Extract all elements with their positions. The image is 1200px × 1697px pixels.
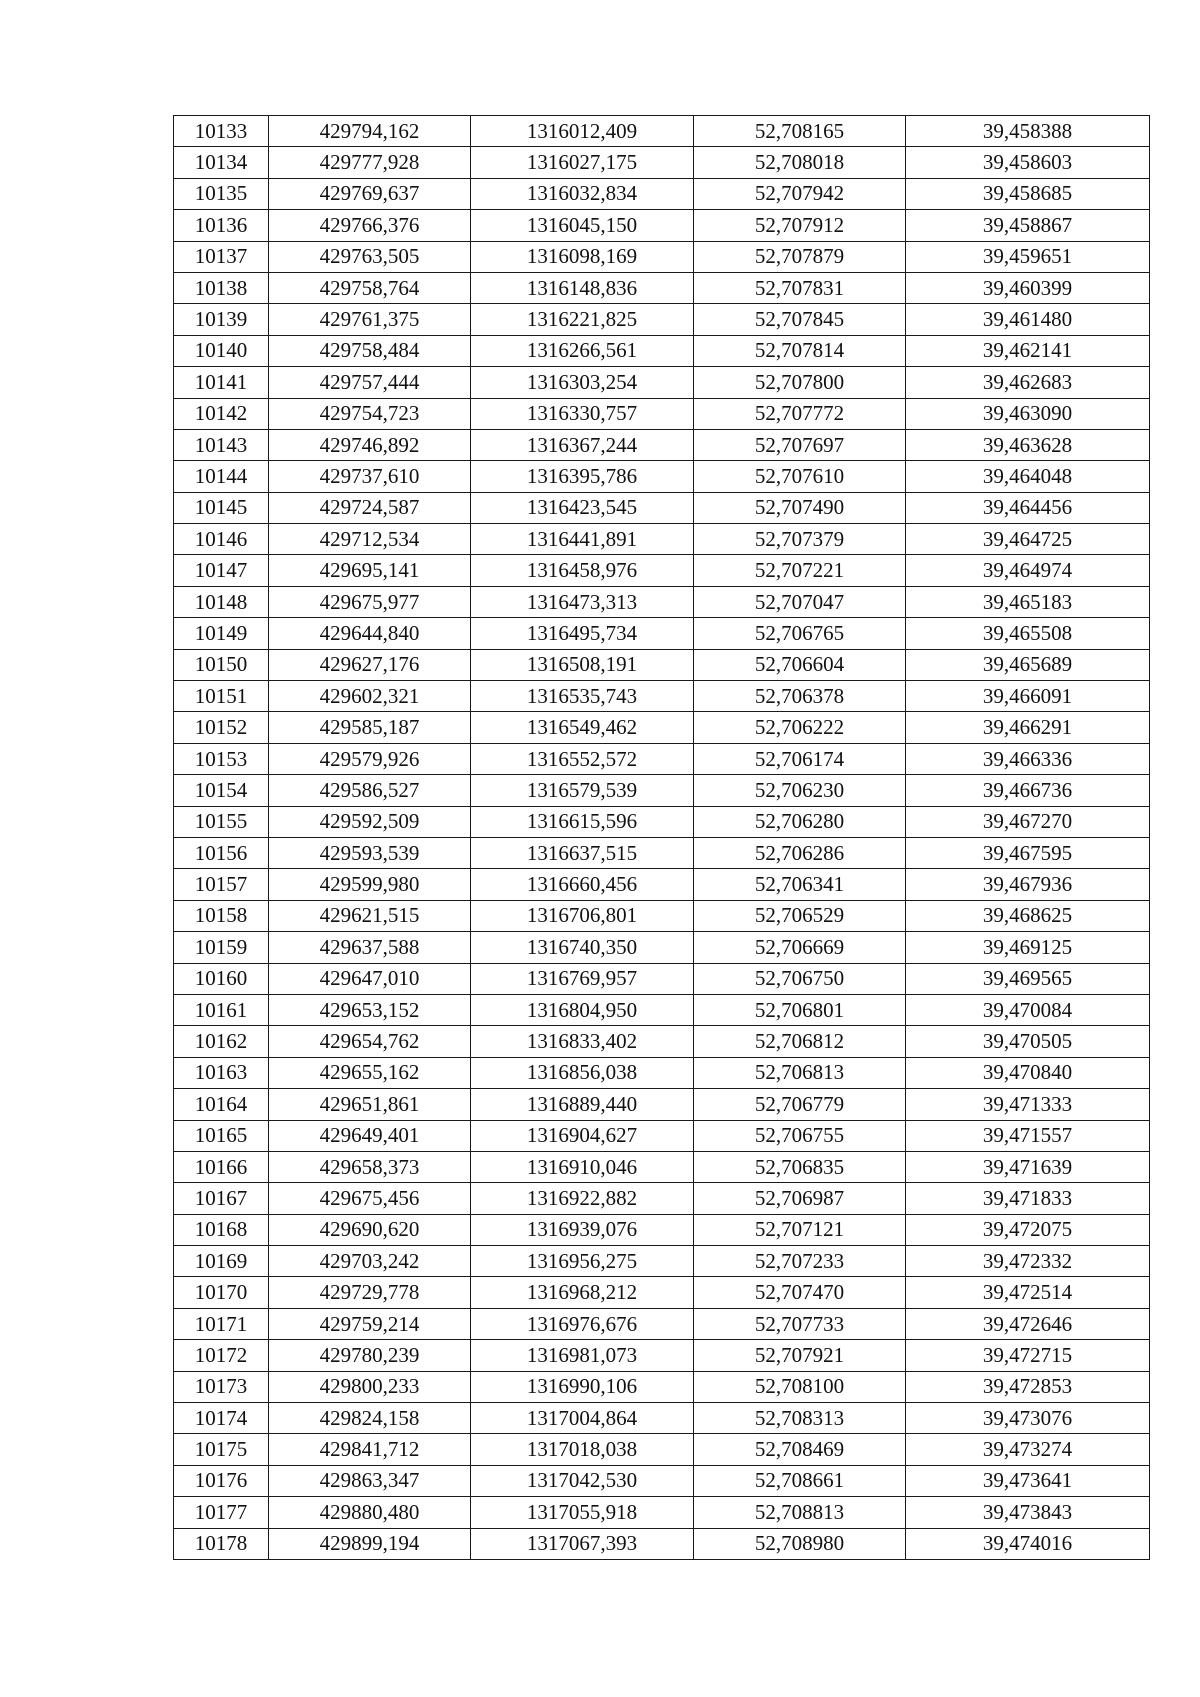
point-number-cell: 10142	[174, 398, 269, 429]
x-coordinate-cell: 429737,610	[269, 461, 471, 492]
latitude-cell: 52,708980	[694, 1528, 906, 1559]
x-coordinate-cell: 429754,723	[269, 398, 471, 429]
table-row	[174, 618, 1150, 649]
y-coordinate-cell: 1316740,350	[471, 932, 694, 963]
latitude-cell: 52,706750	[694, 963, 906, 994]
latitude-cell: 52,708165	[694, 116, 906, 147]
x-coordinate-cell: 429780,239	[269, 1340, 471, 1371]
table-row	[174, 1120, 1150, 1151]
longitude-cell: 39,471639	[906, 1151, 1150, 1182]
longitude-cell: 39,458603	[906, 147, 1150, 178]
longitude-cell: 39,464725	[906, 524, 1150, 555]
x-coordinate-cell: 429758,484	[269, 335, 471, 366]
y-coordinate-cell: 1316367,244	[471, 429, 694, 460]
point-number-cell: 10166	[174, 1151, 269, 1182]
table-row	[174, 524, 1150, 555]
x-coordinate-cell: 429602,321	[269, 681, 471, 712]
longitude-cell: 39,462683	[906, 367, 1150, 398]
point-number-cell: 10144	[174, 461, 269, 492]
y-coordinate-cell: 1316637,515	[471, 837, 694, 868]
x-coordinate-cell: 429621,515	[269, 900, 471, 931]
y-coordinate-cell: 1316804,950	[471, 994, 694, 1025]
latitude-cell: 52,706378	[694, 681, 906, 712]
x-coordinate-cell: 429690,620	[269, 1214, 471, 1245]
longitude-cell: 39,472853	[906, 1371, 1150, 1402]
table-row	[174, 649, 1150, 680]
y-coordinate-cell: 1316579,539	[471, 775, 694, 806]
latitude-cell: 52,708813	[694, 1497, 906, 1528]
point-number-cell: 10151	[174, 681, 269, 712]
latitude-cell: 52,706987	[694, 1183, 906, 1214]
latitude-cell: 52,707831	[694, 272, 906, 303]
latitude-cell: 52,706669	[694, 932, 906, 963]
table-row	[174, 367, 1150, 398]
coordinates-table-body	[174, 116, 1150, 1560]
latitude-cell: 52,706813	[694, 1057, 906, 1088]
y-coordinate-cell: 1316495,734	[471, 618, 694, 649]
point-number-cell: 10174	[174, 1403, 269, 1434]
latitude-cell: 52,706280	[694, 806, 906, 837]
table-row	[174, 1057, 1150, 1088]
table-row	[174, 398, 1150, 429]
point-number-cell: 10173	[174, 1371, 269, 1402]
x-coordinate-cell: 429800,233	[269, 1371, 471, 1402]
y-coordinate-cell: 1317004,864	[471, 1403, 694, 1434]
table-row	[174, 492, 1150, 523]
table-row	[174, 712, 1150, 743]
longitude-cell: 39,472514	[906, 1277, 1150, 1308]
x-coordinate-cell: 429592,509	[269, 806, 471, 837]
y-coordinate-cell: 1316303,254	[471, 367, 694, 398]
x-coordinate-cell: 429627,176	[269, 649, 471, 680]
y-coordinate-cell: 1316904,627	[471, 1120, 694, 1151]
table-row	[174, 272, 1150, 303]
latitude-cell: 52,706174	[694, 743, 906, 774]
point-number-cell: 10149	[174, 618, 269, 649]
table-row	[174, 429, 1150, 460]
point-number-cell: 10137	[174, 241, 269, 272]
x-coordinate-cell: 429653,152	[269, 994, 471, 1025]
latitude-cell: 52,706529	[694, 900, 906, 931]
point-number-cell: 10177	[174, 1497, 269, 1528]
table-row	[174, 1340, 1150, 1371]
longitude-cell: 39,471833	[906, 1183, 1150, 1214]
table-row	[174, 461, 1150, 492]
table-row	[174, 1089, 1150, 1120]
x-coordinate-cell: 429766,376	[269, 210, 471, 241]
x-coordinate-cell: 429746,892	[269, 429, 471, 460]
latitude-cell: 52,708469	[694, 1434, 906, 1465]
latitude-cell: 52,706222	[694, 712, 906, 743]
x-coordinate-cell: 429675,456	[269, 1183, 471, 1214]
point-number-cell: 10163	[174, 1057, 269, 1088]
point-number-cell: 10140	[174, 335, 269, 366]
latitude-cell: 52,708313	[694, 1403, 906, 1434]
y-coordinate-cell: 1316552,572	[471, 743, 694, 774]
latitude-cell: 52,707845	[694, 304, 906, 335]
longitude-cell: 39,470084	[906, 994, 1150, 1025]
table-row	[174, 1371, 1150, 1402]
y-coordinate-cell: 1316045,150	[471, 210, 694, 241]
longitude-cell: 39,466291	[906, 712, 1150, 743]
point-number-cell: 10143	[174, 429, 269, 460]
longitude-cell: 39,460399	[906, 272, 1150, 303]
longitude-cell: 39,467936	[906, 869, 1150, 900]
table-row	[174, 806, 1150, 837]
longitude-cell: 39,474016	[906, 1528, 1150, 1559]
point-number-cell: 10134	[174, 147, 269, 178]
latitude-cell: 52,706835	[694, 1151, 906, 1182]
point-number-cell: 10175	[174, 1434, 269, 1465]
y-coordinate-cell: 1317067,393	[471, 1528, 694, 1559]
x-coordinate-cell: 429654,762	[269, 1026, 471, 1057]
point-number-cell: 10162	[174, 1026, 269, 1057]
y-coordinate-cell: 1316221,825	[471, 304, 694, 335]
y-coordinate-cell: 1316968,212	[471, 1277, 694, 1308]
longitude-cell: 39,467270	[906, 806, 1150, 837]
table-row	[174, 1497, 1150, 1528]
table-row	[174, 555, 1150, 586]
table-row	[174, 335, 1150, 366]
coordinates-table	[173, 115, 1150, 1560]
table-row	[174, 963, 1150, 994]
table-row	[174, 241, 1150, 272]
x-coordinate-cell: 429658,373	[269, 1151, 471, 1182]
point-number-cell: 10161	[174, 994, 269, 1025]
longitude-cell: 39,462141	[906, 335, 1150, 366]
point-number-cell: 10167	[174, 1183, 269, 1214]
latitude-cell: 52,707814	[694, 335, 906, 366]
latitude-cell: 52,706812	[694, 1026, 906, 1057]
longitude-cell: 39,465508	[906, 618, 1150, 649]
point-number-cell: 10156	[174, 837, 269, 868]
point-number-cell: 10171	[174, 1308, 269, 1339]
latitude-cell: 52,707879	[694, 241, 906, 272]
y-coordinate-cell: 1317018,038	[471, 1434, 694, 1465]
longitude-cell: 39,469565	[906, 963, 1150, 994]
table-row	[174, 743, 1150, 774]
point-number-cell: 10170	[174, 1277, 269, 1308]
table-row	[174, 1026, 1150, 1057]
longitude-cell: 39,461480	[906, 304, 1150, 335]
y-coordinate-cell: 1316833,402	[471, 1026, 694, 1057]
latitude-cell: 52,706230	[694, 775, 906, 806]
latitude-cell: 52,706801	[694, 994, 906, 1025]
latitude-cell: 52,707221	[694, 555, 906, 586]
x-coordinate-cell: 429675,977	[269, 586, 471, 617]
point-number-cell: 10148	[174, 586, 269, 617]
y-coordinate-cell: 1316889,440	[471, 1089, 694, 1120]
x-coordinate-cell: 429712,534	[269, 524, 471, 555]
longitude-cell: 39,463628	[906, 429, 1150, 460]
table-row	[174, 994, 1150, 1025]
latitude-cell: 52,707733	[694, 1308, 906, 1339]
longitude-cell: 39,472715	[906, 1340, 1150, 1371]
point-number-cell: 10176	[174, 1465, 269, 1496]
point-number-cell: 10165	[174, 1120, 269, 1151]
y-coordinate-cell: 1316856,038	[471, 1057, 694, 1088]
x-coordinate-cell: 429637,588	[269, 932, 471, 963]
point-number-cell: 10160	[174, 963, 269, 994]
point-number-cell: 10146	[174, 524, 269, 555]
x-coordinate-cell: 429841,712	[269, 1434, 471, 1465]
latitude-cell: 52,706779	[694, 1089, 906, 1120]
y-coordinate-cell: 1316769,957	[471, 963, 694, 994]
y-coordinate-cell: 1317042,530	[471, 1465, 694, 1496]
y-coordinate-cell: 1316458,976	[471, 555, 694, 586]
longitude-cell: 39,458685	[906, 178, 1150, 209]
latitude-cell: 52,707233	[694, 1246, 906, 1277]
y-coordinate-cell: 1316549,462	[471, 712, 694, 743]
point-number-cell: 10138	[174, 272, 269, 303]
point-number-cell: 10164	[174, 1089, 269, 1120]
longitude-cell: 39,466336	[906, 743, 1150, 774]
longitude-cell: 39,466091	[906, 681, 1150, 712]
point-number-cell: 10135	[174, 178, 269, 209]
longitude-cell: 39,464974	[906, 555, 1150, 586]
longitude-cell: 39,459651	[906, 241, 1150, 272]
latitude-cell: 52,707697	[694, 429, 906, 460]
table-row	[174, 1246, 1150, 1277]
table-row	[174, 900, 1150, 931]
y-coordinate-cell: 1316032,834	[471, 178, 694, 209]
latitude-cell: 52,708100	[694, 1371, 906, 1402]
y-coordinate-cell: 1316027,175	[471, 147, 694, 178]
table-row	[174, 586, 1150, 617]
point-number-cell: 10136	[174, 210, 269, 241]
longitude-cell: 39,472075	[906, 1214, 1150, 1245]
x-coordinate-cell: 429724,587	[269, 492, 471, 523]
longitude-cell: 39,472332	[906, 1246, 1150, 1277]
latitude-cell: 52,707047	[694, 586, 906, 617]
x-coordinate-cell: 429593,539	[269, 837, 471, 868]
table-row	[174, 1528, 1150, 1559]
table-row	[174, 869, 1150, 900]
latitude-cell: 52,707800	[694, 367, 906, 398]
point-number-cell: 10154	[174, 775, 269, 806]
longitude-cell: 39,473274	[906, 1434, 1150, 1465]
x-coordinate-cell: 429729,778	[269, 1277, 471, 1308]
longitude-cell: 39,470840	[906, 1057, 1150, 1088]
longitude-cell: 39,469125	[906, 932, 1150, 963]
x-coordinate-cell: 429899,194	[269, 1528, 471, 1559]
point-number-cell: 10145	[174, 492, 269, 523]
y-coordinate-cell: 1316330,757	[471, 398, 694, 429]
y-coordinate-cell: 1316473,313	[471, 586, 694, 617]
longitude-cell: 39,473843	[906, 1497, 1150, 1528]
longitude-cell: 39,465689	[906, 649, 1150, 680]
latitude-cell: 52,706604	[694, 649, 906, 680]
table-row	[174, 1151, 1150, 1182]
latitude-cell: 52,708018	[694, 147, 906, 178]
x-coordinate-cell: 429585,187	[269, 712, 471, 743]
longitude-cell: 39,466736	[906, 775, 1150, 806]
x-coordinate-cell: 429763,505	[269, 241, 471, 272]
table-row	[174, 147, 1150, 178]
y-coordinate-cell: 1316148,836	[471, 272, 694, 303]
point-number-cell: 10168	[174, 1214, 269, 1245]
x-coordinate-cell: 429757,444	[269, 367, 471, 398]
table-row	[174, 1403, 1150, 1434]
longitude-cell: 39,464456	[906, 492, 1150, 523]
point-number-cell: 10139	[174, 304, 269, 335]
latitude-cell: 52,707942	[694, 178, 906, 209]
longitude-cell: 39,468625	[906, 900, 1150, 931]
longitude-cell: 39,473641	[906, 1465, 1150, 1496]
latitude-cell: 52,706765	[694, 618, 906, 649]
x-coordinate-cell: 429651,861	[269, 1089, 471, 1120]
point-number-cell: 10150	[174, 649, 269, 680]
point-number-cell: 10152	[174, 712, 269, 743]
longitude-cell: 39,458867	[906, 210, 1150, 241]
table-row	[174, 1434, 1150, 1465]
longitude-cell: 39,471333	[906, 1089, 1150, 1120]
latitude-cell: 52,707610	[694, 461, 906, 492]
y-coordinate-cell: 1316910,046	[471, 1151, 694, 1182]
y-coordinate-cell: 1316660,456	[471, 869, 694, 900]
x-coordinate-cell: 429777,928	[269, 147, 471, 178]
latitude-cell: 52,707772	[694, 398, 906, 429]
y-coordinate-cell: 1316395,786	[471, 461, 694, 492]
x-coordinate-cell: 429759,214	[269, 1308, 471, 1339]
y-coordinate-cell: 1316535,743	[471, 681, 694, 712]
x-coordinate-cell: 429579,926	[269, 743, 471, 774]
x-coordinate-cell: 429695,141	[269, 555, 471, 586]
y-coordinate-cell: 1317055,918	[471, 1497, 694, 1528]
y-coordinate-cell: 1316956,275	[471, 1246, 694, 1277]
latitude-cell: 52,708661	[694, 1465, 906, 1496]
longitude-cell: 39,463090	[906, 398, 1150, 429]
table-row	[174, 304, 1150, 335]
x-coordinate-cell: 429655,162	[269, 1057, 471, 1088]
y-coordinate-cell: 1316441,891	[471, 524, 694, 555]
y-coordinate-cell: 1316976,676	[471, 1308, 694, 1339]
point-number-cell: 10158	[174, 900, 269, 931]
table-row	[174, 837, 1150, 868]
point-number-cell: 10153	[174, 743, 269, 774]
x-coordinate-cell: 429824,158	[269, 1403, 471, 1434]
point-number-cell: 10157	[174, 869, 269, 900]
table-row	[174, 932, 1150, 963]
table-row	[174, 116, 1150, 147]
latitude-cell: 52,707470	[694, 1277, 906, 1308]
table-row	[174, 178, 1150, 209]
y-coordinate-cell: 1316508,191	[471, 649, 694, 680]
x-coordinate-cell: 429863,347	[269, 1465, 471, 1496]
longitude-cell: 39,471557	[906, 1120, 1150, 1151]
longitude-cell: 39,472646	[906, 1308, 1150, 1339]
x-coordinate-cell: 429647,010	[269, 963, 471, 994]
x-coordinate-cell: 429880,480	[269, 1497, 471, 1528]
latitude-cell: 52,707912	[694, 210, 906, 241]
x-coordinate-cell: 429649,401	[269, 1120, 471, 1151]
point-number-cell: 10155	[174, 806, 269, 837]
longitude-cell: 39,458388	[906, 116, 1150, 147]
y-coordinate-cell: 1316012,409	[471, 116, 694, 147]
latitude-cell: 52,707921	[694, 1340, 906, 1371]
x-coordinate-cell: 429769,637	[269, 178, 471, 209]
table-row	[174, 1308, 1150, 1339]
point-number-cell: 10159	[174, 932, 269, 963]
y-coordinate-cell: 1316706,801	[471, 900, 694, 931]
longitude-cell: 39,467595	[906, 837, 1150, 868]
table-row	[174, 210, 1150, 241]
x-coordinate-cell: 429599,980	[269, 869, 471, 900]
table-row	[174, 1183, 1150, 1214]
latitude-cell: 52,707379	[694, 524, 906, 555]
table-row	[174, 1277, 1150, 1308]
table-row	[174, 775, 1150, 806]
y-coordinate-cell: 1316266,561	[471, 335, 694, 366]
table-row	[174, 1465, 1150, 1496]
point-number-cell: 10147	[174, 555, 269, 586]
y-coordinate-cell: 1316939,076	[471, 1214, 694, 1245]
y-coordinate-cell: 1316615,596	[471, 806, 694, 837]
y-coordinate-cell: 1316423,545	[471, 492, 694, 523]
point-number-cell: 10178	[174, 1528, 269, 1559]
x-coordinate-cell: 429586,527	[269, 775, 471, 806]
latitude-cell: 52,706755	[694, 1120, 906, 1151]
longitude-cell: 39,464048	[906, 461, 1150, 492]
point-number-cell: 10133	[174, 116, 269, 147]
x-coordinate-cell: 429761,375	[269, 304, 471, 335]
table-row	[174, 681, 1150, 712]
x-coordinate-cell: 429644,840	[269, 618, 471, 649]
point-number-cell: 10169	[174, 1246, 269, 1277]
table-row	[174, 1214, 1150, 1245]
longitude-cell: 39,470505	[906, 1026, 1150, 1057]
y-coordinate-cell: 1316922,882	[471, 1183, 694, 1214]
x-coordinate-cell: 429758,764	[269, 272, 471, 303]
latitude-cell: 52,706286	[694, 837, 906, 868]
longitude-cell: 39,465183	[906, 586, 1150, 617]
latitude-cell: 52,706341	[694, 869, 906, 900]
y-coordinate-cell: 1316098,169	[471, 241, 694, 272]
point-number-cell: 10172	[174, 1340, 269, 1371]
x-coordinate-cell: 429794,162	[269, 116, 471, 147]
y-coordinate-cell: 1316981,073	[471, 1340, 694, 1371]
y-coordinate-cell: 1316990,106	[471, 1371, 694, 1402]
longitude-cell: 39,473076	[906, 1403, 1150, 1434]
latitude-cell: 52,707490	[694, 492, 906, 523]
point-number-cell: 10141	[174, 367, 269, 398]
latitude-cell: 52,707121	[694, 1214, 906, 1245]
x-coordinate-cell: 429703,242	[269, 1246, 471, 1277]
